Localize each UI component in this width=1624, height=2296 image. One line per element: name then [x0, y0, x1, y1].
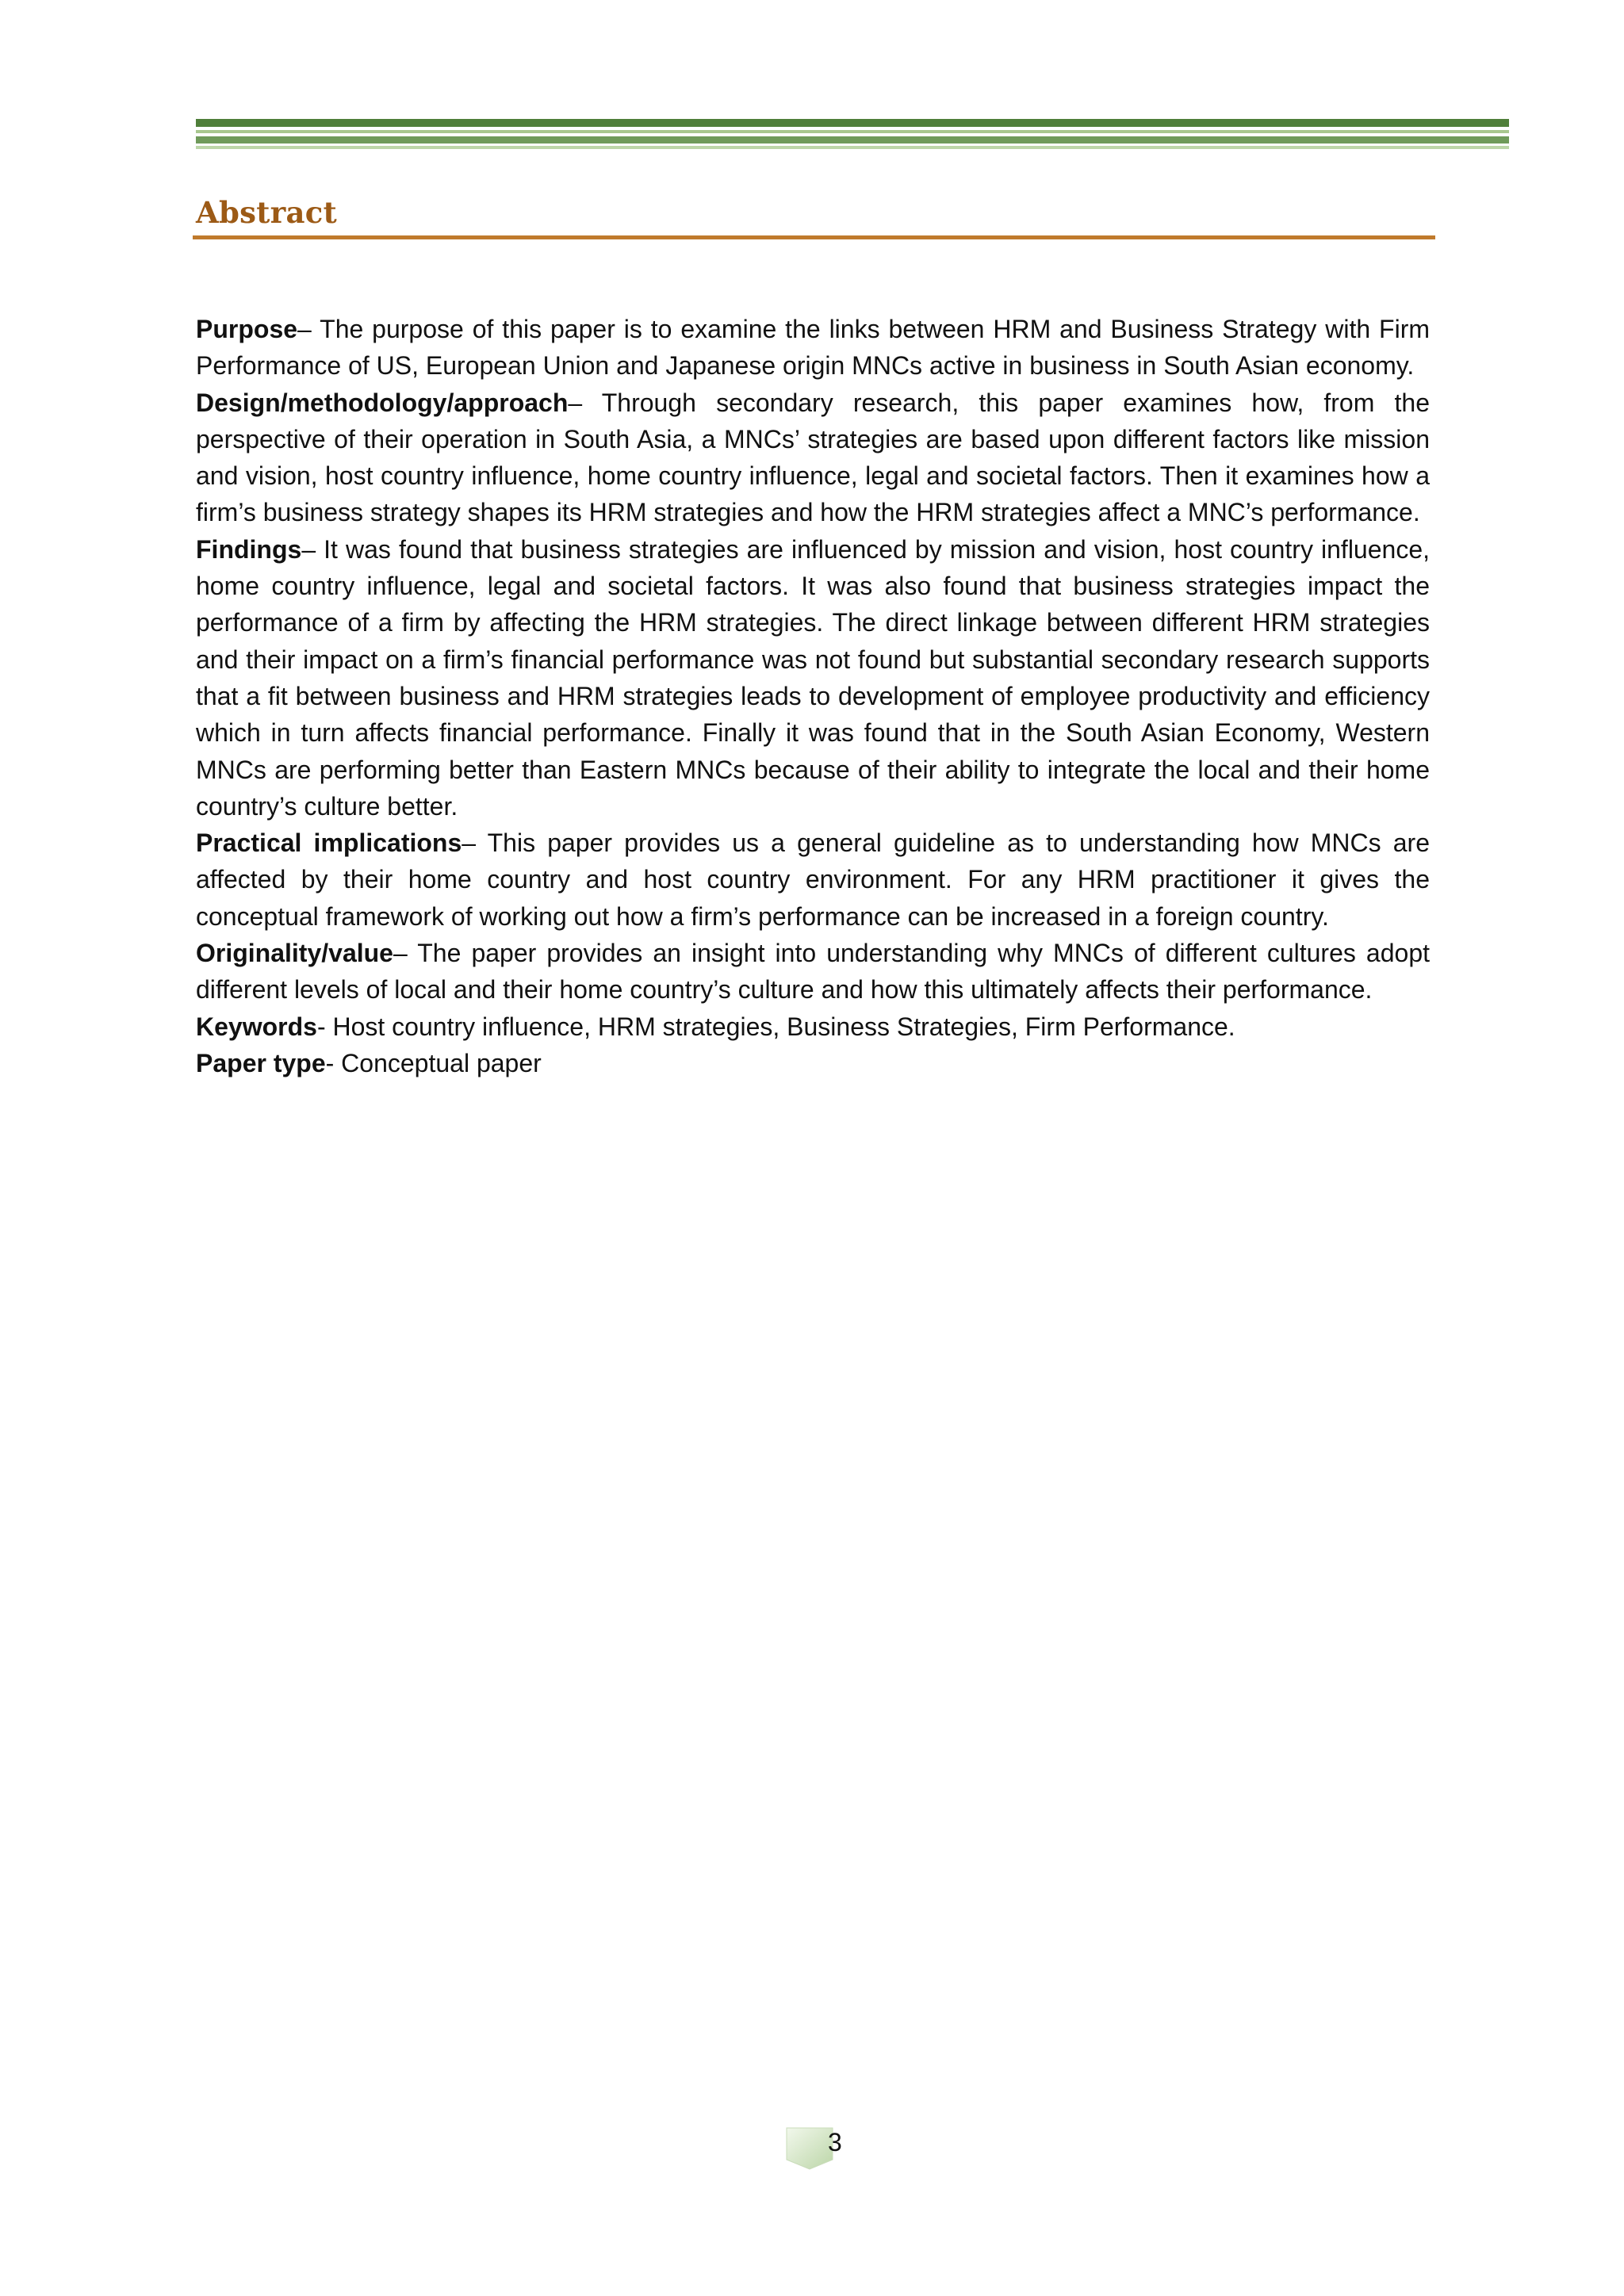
abstract-text: – The paper provides an insight into understanding why MNCs of different cultures adopt different levels of local and their home country’s culture and how this ultimately affects their performance. — [196, 939, 1430, 1004]
abstract-text: – The purpose of this paper is to examine the links between HRM and Business Strategy with Firm Performance of US, European Union and Japanese origin MNCs active in business in South Asian economy. — [196, 315, 1430, 381]
abstract-text: – It was found that business strategies are influenced by mission and vision, host country influence, home country influence, legal and societal factors. It was also found that business strategies impact the performance of a firm by affecting the HRM strategies. The direct linkage between different HRM strategies and their impact on a firm’s financial performance was not found but substantial secondary research supports that a fit between business and HRM strategies leads to development of employee productivity and efficiency which in turn affects financial performance. Finally it was found that in the South Asian Economy, Western MNCs are performing better than Eastern MNCs because of their ability to integrate the local and their home country’s culture better. — [196, 534, 1430, 821]
abstract-findings — [196, 531, 1430, 825]
abstract-label: Findings — [196, 534, 302, 564]
header-decorative-bands — [196, 119, 1509, 151]
header-band — [196, 136, 1509, 144]
page-tab-icon — [785, 2125, 834, 2172]
abstract-keywords — [196, 1008, 1430, 1045]
abstract-label: Paper type — [196, 1048, 326, 1077]
abstract-originality — [196, 935, 1430, 1008]
abstract-label: Originality/value — [196, 939, 393, 968]
abstract-text: – This paper provides us a general guideline as to understanding how MNCs are affected by their home country and host country environment. For any HRM practitioner it gives the conceptual framework of working out how a firm’s performance can be increased in a foreign country. — [196, 828, 1431, 931]
abstract-paper-type — [196, 1045, 1430, 1081]
page-number-badge — [785, 2125, 848, 2172]
abstract-label: Practical implications — [196, 828, 462, 858]
section-title: Abstract — [196, 195, 337, 230]
abstract-implications — [196, 825, 1430, 935]
abstract-label: Purpose — [196, 315, 298, 343]
header-band — [196, 146, 1509, 149]
section-title-underline — [193, 235, 1435, 239]
page-number: 3 — [828, 2128, 842, 2156]
abstract-text: – Through secondary research, this paper examines how, from the perspective of their operation in South Asia, a MNCs’ strategies are based upon different factors like mission and vision, host country influence, home country influence, legal and societal factors. Then it examines how a firm’s business strategy shapes its HRM strategies and how the HRM strategies affect a MNC’s performance. — [196, 388, 1430, 527]
header-band — [196, 119, 1509, 127]
abstract-text: - Host country influence, HRM strategies, Business Strategies, Firm Performance. — [316, 1012, 1235, 1041]
abstract-text: - Conceptual paper — [325, 1048, 542, 1077]
abstract-label: Keywords — [196, 1012, 317, 1041]
abstract-purpose — [196, 311, 1430, 385]
abstract-design — [196, 385, 1430, 531]
abstract-label: Design/methodology/approach — [196, 388, 569, 417]
header-band — [196, 130, 1509, 133]
abstract-body — [196, 311, 1430, 1081]
